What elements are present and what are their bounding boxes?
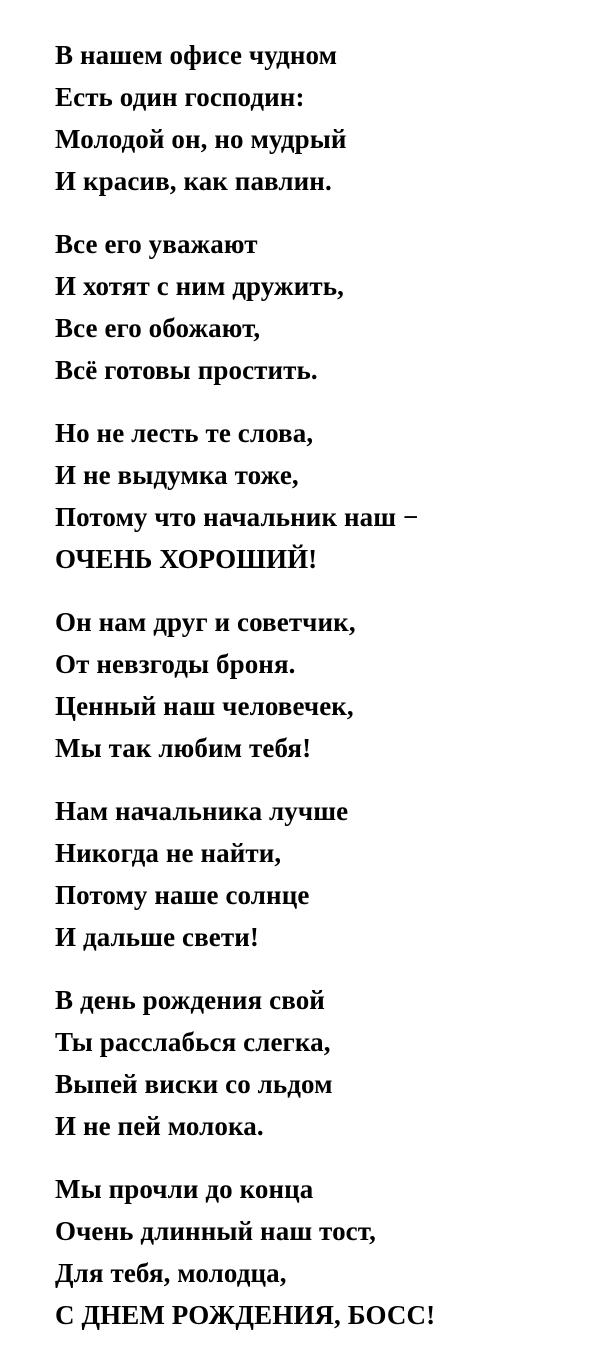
poem-stanza (55, 790, 590, 958)
poem-line: Все его обожают, (55, 313, 261, 343)
poem-line: И не пей молока. (55, 1111, 264, 1141)
poem-line: В день рождения свой (55, 985, 325, 1015)
poem-line: Но не лесть те слова, (55, 418, 314, 448)
poem-line: В нашем офисе чудном (55, 40, 338, 70)
poem-stanza (55, 412, 590, 580)
poem-line: Всё готовы простить. (55, 355, 318, 385)
poem-line: Выпей виски со льдом (55, 1069, 333, 1099)
poem-line: Он нам друг и советчик, (55, 607, 356, 637)
poem-line: Потому наше солнце (55, 880, 310, 910)
poem-stanza (55, 1168, 590, 1336)
poem-line: Молодой он, но мудрый (55, 124, 347, 154)
poem-line: Никогда не найти, (55, 838, 282, 868)
poem-line: И дальше свети! (55, 922, 259, 952)
poem-line-emphasis: С ДНЕМ РОЖДЕНИЯ, БОСС! (55, 1300, 436, 1330)
poem-stanza (55, 979, 590, 1147)
poem-stanza (55, 601, 590, 769)
poem-line: И не выдумка тоже, (55, 460, 299, 490)
poem-line-emphasis: ОЧЕНЬ ХОРОШИЙ! (55, 544, 318, 574)
poem-line: Мы прочли до конца (55, 1174, 314, 1204)
poem-stanza (55, 223, 590, 391)
poem-line: И хотят с ним дружить, (55, 271, 344, 301)
poem-line: Мы так любим тебя! (55, 733, 312, 763)
poem-line: Очень длинный наш тост, (55, 1216, 376, 1246)
poem-stanza (55, 34, 590, 202)
poem-line: Потому что начальник наш − (55, 502, 419, 532)
poem-line: Есть один господин: (55, 82, 305, 112)
poem-line: И красив, как павлин. (55, 166, 332, 196)
poem-line: Ты расслабься слегка, (55, 1027, 331, 1057)
poem-line: От невзгоды броня. (55, 649, 296, 679)
poem-line: Для тебя, молодца, (55, 1258, 287, 1288)
poem-line: Все его уважают (55, 229, 258, 259)
poem-line: Ценный наш человечек, (55, 691, 354, 721)
poem-line: Нам начальника лучше (55, 796, 349, 826)
